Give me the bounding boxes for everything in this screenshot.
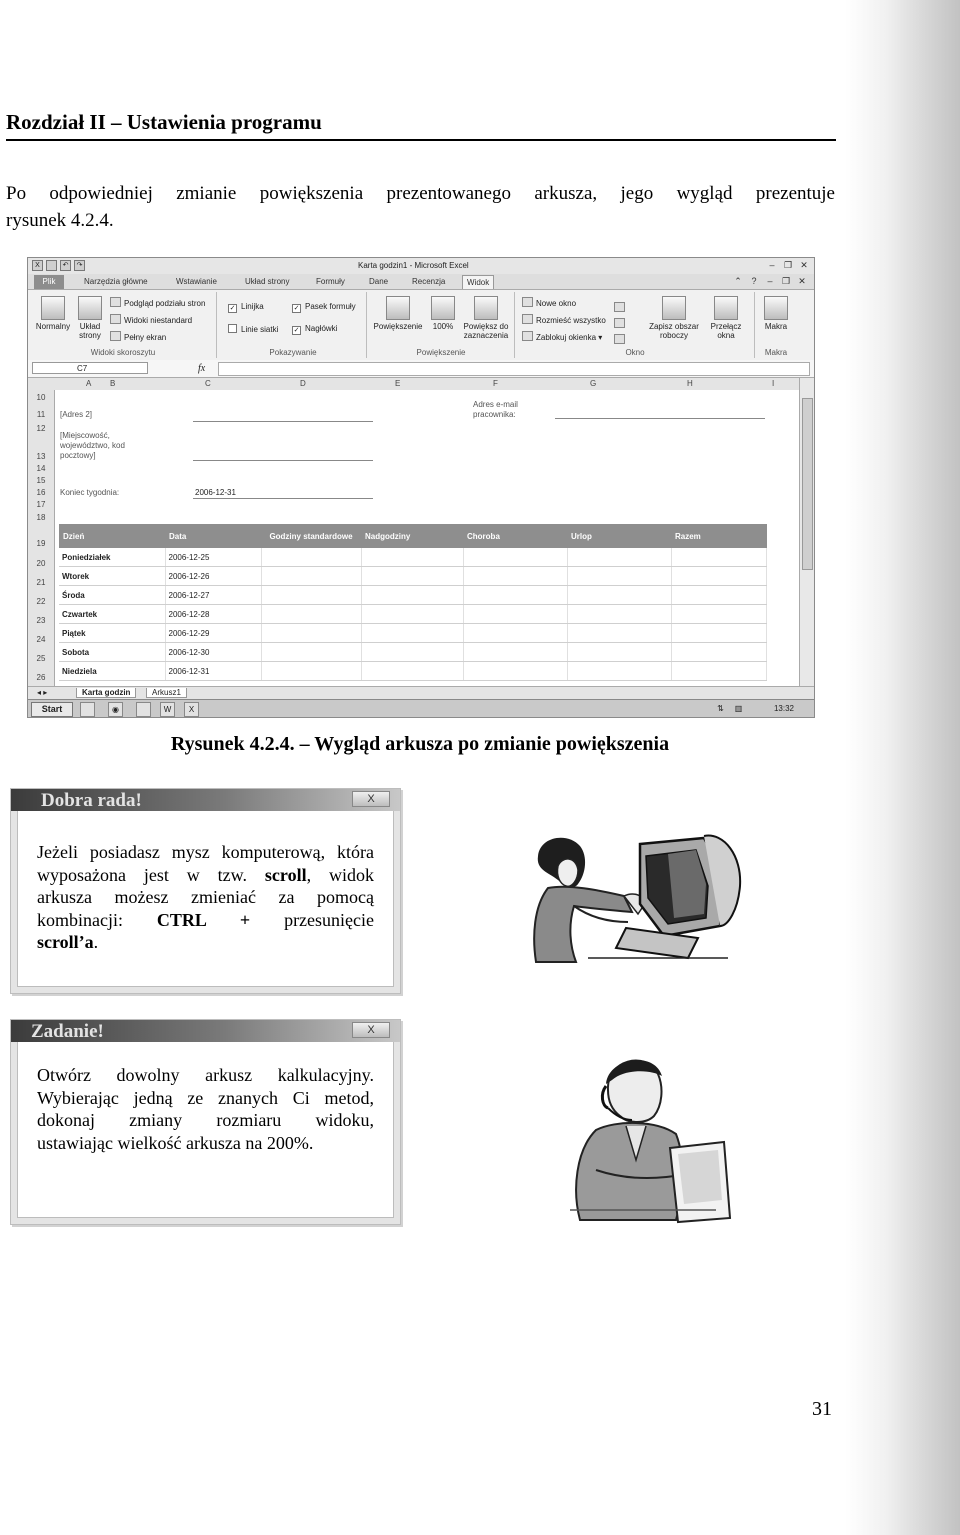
intro-line-2: rysunek 4.2.4. bbox=[6, 210, 114, 231]
column-header[interactable]: F bbox=[493, 379, 498, 388]
split-icon bbox=[614, 302, 625, 312]
zoom-selection-icon bbox=[474, 296, 498, 320]
intro-line-1: Po odpowiedniej zmianie powiększenia prezentowanego arkusza, jego wygląd prezentuje bbox=[6, 183, 835, 204]
minimize-icon[interactable]: – bbox=[769, 260, 775, 270]
table-cell[interactable] bbox=[567, 605, 671, 624]
maximize-icon[interactable]: ❐ bbox=[783, 260, 793, 270]
table-cell[interactable] bbox=[567, 624, 671, 643]
gridlines-checkbox[interactable] bbox=[228, 324, 278, 334]
unhide-button[interactable] bbox=[614, 334, 628, 345]
tip-title-bar bbox=[11, 789, 400, 811]
formula-bar bbox=[28, 360, 814, 378]
switch-windows-icon bbox=[714, 296, 738, 320]
freeze-panes-label: Zablokuj okienka bbox=[536, 333, 597, 342]
email-label: Adres e-mail pracownika: bbox=[473, 400, 518, 419]
excel-logo-icon[interactable]: X bbox=[32, 260, 43, 271]
gridlines-label: Linie siatki bbox=[241, 325, 279, 334]
new-window-icon bbox=[522, 297, 533, 307]
save-icon[interactable] bbox=[46, 260, 57, 271]
tab-review[interactable]: Recenzja bbox=[412, 277, 446, 286]
date-cell[interactable]: 2006-12-29 bbox=[165, 624, 261, 643]
row-header[interactable]: 24 bbox=[36, 635, 46, 644]
day-cell[interactable]: Czwartek bbox=[59, 605, 165, 624]
tip-close-button[interactable]: X bbox=[352, 791, 390, 807]
column-header[interactable]: C bbox=[205, 379, 211, 388]
arrange-all-button[interactable] bbox=[522, 314, 606, 325]
timesheet-table bbox=[59, 524, 767, 681]
table-cell[interactable] bbox=[463, 586, 567, 605]
page-layout-label: Układ strony bbox=[79, 322, 101, 340]
week-end-underline bbox=[193, 498, 373, 499]
column-header[interactable]: I bbox=[772, 379, 775, 388]
tip-text bbox=[37, 841, 374, 954]
table-cell[interactable] bbox=[261, 624, 361, 643]
formula-bar-check-icon: ✓ bbox=[293, 305, 300, 312]
table-cell[interactable] bbox=[671, 586, 767, 605]
new-window-label: Nowe okno bbox=[536, 299, 577, 308]
unhide-icon bbox=[614, 334, 625, 344]
collapse-ribbon-icon[interactable]: ⌃ bbox=[734, 276, 742, 286]
tip-text-part: , widok bbox=[306, 864, 374, 885]
table-cell[interactable] bbox=[361, 624, 463, 643]
windows-taskbar bbox=[28, 699, 814, 718]
tip-line bbox=[37, 931, 374, 954]
row-header[interactable]: 19 bbox=[36, 539, 46, 548]
switch-windows-label: Przełącz okna bbox=[710, 322, 742, 340]
ruler-check-icon: ✓ bbox=[229, 305, 236, 312]
task-box bbox=[10, 1019, 401, 1225]
doc-restore-icon[interactable]: ❐ bbox=[781, 276, 791, 286]
tray-network-icon[interactable]: ▥ bbox=[734, 704, 743, 713]
row-header[interactable]: 10 bbox=[36, 393, 46, 402]
switch-windows-button[interactable] bbox=[704, 296, 748, 340]
tab-insert[interactable]: Wstawianie bbox=[176, 277, 217, 286]
tip-text-part: . bbox=[93, 932, 99, 952]
macros-icon bbox=[764, 296, 788, 320]
page-break-icon bbox=[110, 297, 121, 307]
task-line: ustawiając wielkość arkusza na 200%. bbox=[37, 1132, 314, 1153]
day-cell[interactable]: Niedziela bbox=[59, 662, 165, 681]
arrange-all-label: Rozmieść wszystko bbox=[536, 316, 606, 325]
tip-line bbox=[37, 909, 374, 932]
undo-icon[interactable]: ↶ bbox=[60, 260, 71, 271]
table-cell[interactable] bbox=[361, 586, 463, 605]
headings-checkbox[interactable] bbox=[292, 324, 337, 335]
taskbar-app-icon[interactable] bbox=[136, 702, 151, 717]
city-cell: [Miejscowość, województwo, kod pocztowy] bbox=[60, 431, 125, 460]
group-workbook-views bbox=[30, 292, 217, 358]
tab-file[interactable]: Plik bbox=[34, 275, 64, 289]
day-cell[interactable]: Poniedziałek bbox=[59, 548, 165, 567]
ribbon-tabs bbox=[28, 275, 814, 289]
man-with-headset-clipart bbox=[566, 1050, 732, 1224]
table-cell[interactable] bbox=[567, 662, 671, 681]
tip-title: Dobra rada! bbox=[41, 790, 142, 811]
row-header[interactable]: 16 bbox=[36, 488, 46, 497]
sheet-tabs-bar bbox=[28, 686, 814, 700]
row-header[interactable]: 20 bbox=[36, 559, 46, 568]
row-header[interactable]: 13 bbox=[36, 452, 46, 461]
zoom-to-selection-label: Powiększ do zaznaczenia bbox=[463, 322, 509, 340]
tip-text-part: wyposażona jest w tzw. bbox=[37, 864, 265, 885]
help-icon[interactable]: ? bbox=[751, 276, 757, 286]
table-row bbox=[59, 643, 767, 662]
row-header[interactable]: 22 bbox=[36, 597, 46, 606]
table-cell[interactable] bbox=[463, 548, 567, 567]
zoom-magnifier-icon bbox=[386, 296, 410, 320]
intro-paragraph bbox=[6, 180, 835, 234]
zoom-to-selection-button[interactable] bbox=[460, 296, 512, 340]
figure-caption-text: – Wygląd arkusza po zmianie powiększenia bbox=[295, 733, 669, 755]
page-break-preview-button[interactable] bbox=[110, 297, 205, 308]
save-workspace-icon bbox=[662, 296, 686, 320]
normal-view-button[interactable] bbox=[34, 296, 72, 331]
split-button[interactable] bbox=[614, 302, 628, 313]
row-header[interactable]: 26 bbox=[36, 673, 46, 682]
address-2-underline bbox=[193, 421, 373, 422]
header-total: Razem bbox=[671, 524, 767, 548]
zoom-100-icon bbox=[431, 296, 455, 320]
tip-line bbox=[37, 864, 374, 887]
table-cell[interactable] bbox=[567, 643, 671, 662]
table-row bbox=[59, 548, 767, 567]
table-cell[interactable] bbox=[261, 548, 361, 567]
header-sick: Choroba bbox=[463, 524, 567, 548]
figure-number: Rysunek 4.2.4. bbox=[170, 733, 295, 755]
chapter-heading: Rozdział II – Ustawienia programu bbox=[6, 110, 836, 141]
row-header[interactable]: 18 bbox=[36, 513, 46, 522]
custom-views-icon bbox=[110, 314, 121, 324]
group-label-zoom: Powiększenie bbox=[416, 348, 466, 357]
tip-line: Jeżeli posiadasz mysz komputerową, która bbox=[37, 842, 374, 862]
tab-page-layout[interactable]: Układ strony bbox=[245, 277, 290, 286]
table-cell[interactable] bbox=[463, 567, 567, 586]
tray-arrows-icon[interactable]: ⇅ bbox=[717, 704, 724, 713]
formula-input[interactable] bbox=[218, 362, 810, 376]
table-cell[interactable] bbox=[261, 662, 361, 681]
city-underline bbox=[193, 460, 373, 461]
table-cell[interactable] bbox=[361, 567, 463, 586]
group-label-window: Okno bbox=[625, 348, 645, 357]
table-row bbox=[59, 567, 767, 586]
week-end-label: Koniec tygodnia: bbox=[60, 488, 120, 497]
table-cell[interactable] bbox=[671, 662, 767, 681]
table-cell[interactable] bbox=[671, 567, 767, 586]
new-window-button[interactable] bbox=[522, 297, 576, 308]
date-cell[interactable]: 2006-12-25 bbox=[165, 548, 261, 567]
row-header[interactable]: 14 bbox=[36, 464, 46, 473]
full-screen-button[interactable] bbox=[110, 331, 166, 342]
row-header[interactable]: 12 bbox=[36, 424, 46, 433]
start-button[interactable]: Start bbox=[31, 702, 73, 717]
row-header[interactable]: 25 bbox=[36, 654, 46, 663]
week-end-value: 2006-12-31 bbox=[195, 488, 236, 497]
table-cell[interactable] bbox=[361, 605, 463, 624]
custom-views-label: Widoki niestandard bbox=[124, 316, 193, 325]
zoom-button[interactable] bbox=[370, 296, 426, 331]
tab-home[interactable]: Narzędzia główne bbox=[84, 277, 148, 286]
tab-formulas[interactable]: Formuły bbox=[316, 277, 345, 286]
page-edge-shadow bbox=[845, 0, 960, 1535]
table-cell[interactable] bbox=[567, 548, 671, 567]
table-row bbox=[59, 605, 767, 624]
column-header[interactable]: A bbox=[86, 379, 92, 388]
window-title: Karta godzin1 - Microsoft Excel bbox=[358, 261, 469, 270]
save-workspace-button[interactable] bbox=[646, 296, 702, 340]
tip-line: arkusza możesz zmieniać za pomocą bbox=[37, 887, 374, 907]
formula-bar-checkbox[interactable] bbox=[292, 302, 356, 313]
taskbar-word-icon[interactable]: W bbox=[160, 702, 175, 717]
day-cell[interactable]: Piątek bbox=[59, 624, 165, 643]
taskbar-clock: 13:32 bbox=[773, 704, 794, 713]
task-line: Otwórz dowolny arkusz kalkulacyjny. bbox=[37, 1065, 374, 1085]
freeze-panes-button[interactable]: Zablokuj okienka ▾ bbox=[522, 331, 602, 342]
normal-view-label: Normalny bbox=[35, 322, 71, 331]
zoom-100-label: 100% bbox=[432, 322, 454, 331]
ribbon bbox=[28, 289, 814, 361]
tab-view[interactable]: Widok bbox=[462, 275, 494, 290]
page-number: 31 bbox=[812, 1398, 832, 1420]
tip-text-part: przesunięcie bbox=[284, 909, 375, 930]
ruler-checkbox[interactable] bbox=[228, 302, 264, 313]
table-cell[interactable] bbox=[671, 624, 767, 643]
day-cell[interactable]: Sobota bbox=[59, 643, 165, 662]
task-close-button[interactable]: X bbox=[352, 1022, 390, 1038]
woman-at-computer-clipart bbox=[528, 826, 750, 966]
zoom-100-button[interactable] bbox=[428, 296, 458, 331]
window-controls bbox=[766, 260, 810, 271]
table-cell[interactable] bbox=[261, 586, 361, 605]
scrollbar-thumb[interactable] bbox=[802, 398, 813, 570]
headings-label: Nagłówki bbox=[305, 324, 338, 333]
day-cell[interactable]: Wtorek bbox=[59, 567, 165, 586]
page-layout-view-button[interactable] bbox=[74, 296, 106, 340]
page-layout-icon bbox=[78, 296, 102, 320]
row-header[interactable]: 21 bbox=[36, 578, 46, 587]
table-row bbox=[59, 586, 767, 605]
table-cell[interactable] bbox=[567, 586, 671, 605]
sheet-nav-icon[interactable]: ◂ ▸ bbox=[37, 688, 48, 697]
header-overtime: Nadgodziny bbox=[361, 524, 463, 548]
close-icon[interactable]: ✕ bbox=[800, 260, 808, 270]
ruler-label: Linijka bbox=[241, 302, 264, 311]
column-header[interactable]: H bbox=[687, 379, 693, 388]
table-cell[interactable] bbox=[463, 605, 567, 624]
figure-caption bbox=[0, 733, 840, 756]
header-standard-hours: Godziny standardowe bbox=[261, 524, 361, 548]
row-header[interactable]: 15 bbox=[36, 476, 46, 485]
full-screen-label: Pełny ekran bbox=[124, 333, 167, 342]
tip-scroll-term-2: scroll’a bbox=[37, 932, 94, 952]
day-cell[interactable]: Środa bbox=[59, 586, 165, 605]
table-cell[interactable] bbox=[463, 662, 567, 681]
task-line: dokonaj zmiany rozmiaru widoku, bbox=[37, 1110, 374, 1130]
table-cell[interactable] bbox=[361, 548, 463, 567]
date-cell[interactable]: 2006-12-26 bbox=[165, 567, 261, 586]
taskbar-media-icon[interactable]: ◉ bbox=[108, 702, 123, 717]
column-header[interactable]: E bbox=[395, 379, 401, 388]
header-date: Data bbox=[165, 524, 261, 548]
quick-access-toolbar bbox=[32, 260, 85, 271]
hide-button[interactable] bbox=[614, 318, 628, 329]
table-cell[interactable] bbox=[567, 567, 671, 586]
sheet-tab-arkusz1[interactable]: Arkusz1 bbox=[146, 688, 187, 698]
column-header[interactable]: G bbox=[590, 379, 597, 388]
table-cell[interactable] bbox=[671, 605, 767, 624]
row-headers bbox=[28, 390, 55, 686]
zoom-label: Powiększenie bbox=[373, 322, 423, 331]
tab-data[interactable]: Dane bbox=[369, 277, 389, 286]
excel-title-bar bbox=[28, 258, 814, 274]
name-box[interactable]: C7 bbox=[32, 362, 148, 374]
task-line: Wybierając jedną ze znanych Ci metod, bbox=[37, 1087, 374, 1108]
macros-label: Makra bbox=[764, 322, 788, 331]
task-text bbox=[37, 1064, 374, 1154]
table-cell[interactable] bbox=[261, 643, 361, 662]
header-vacation: Urlop bbox=[567, 524, 671, 548]
macros-button[interactable] bbox=[758, 296, 794, 331]
row-header[interactable]: 17 bbox=[36, 500, 46, 509]
excel-screenshot bbox=[27, 257, 815, 718]
doc-minimize-icon[interactable]: – bbox=[767, 276, 773, 286]
hide-icon bbox=[614, 318, 625, 328]
group-window bbox=[516, 292, 755, 358]
redo-icon[interactable]: ↷ bbox=[74, 260, 85, 271]
group-label-views: Widoki skoroszytu bbox=[90, 348, 156, 357]
tip-box bbox=[10, 788, 401, 994]
column-header[interactable]: B bbox=[110, 379, 116, 388]
table-cell[interactable] bbox=[463, 624, 567, 643]
full-screen-icon bbox=[110, 331, 121, 341]
row-header[interactable]: 11 bbox=[36, 410, 46, 419]
arrange-all-icon bbox=[522, 314, 533, 324]
group-macros bbox=[756, 292, 796, 358]
task-title-bar bbox=[11, 1020, 400, 1042]
row-header[interactable]: 23 bbox=[36, 616, 46, 625]
email-underline bbox=[555, 418, 765, 419]
date-cell[interactable]: 2006-12-27 bbox=[165, 586, 261, 605]
group-label-show: Pokazywanie bbox=[269, 348, 317, 357]
date-cell[interactable]: 2006-12-31 bbox=[165, 662, 261, 681]
tip-text-part: kombinacji: bbox=[37, 909, 157, 930]
doc-close-icon[interactable]: ✕ bbox=[798, 276, 806, 286]
save-workspace-label: Zapisz obszar roboczy bbox=[649, 322, 699, 340]
date-cell[interactable]: 2006-12-30 bbox=[165, 643, 261, 662]
table-cell[interactable] bbox=[261, 567, 361, 586]
ribbon-controls bbox=[732, 276, 808, 287]
tip-ctrl-term: CTRL + bbox=[156, 909, 285, 930]
page-break-label: Podgląd podziału stron bbox=[124, 299, 206, 308]
table-row bbox=[59, 624, 767, 643]
custom-views-button[interactable] bbox=[110, 314, 192, 325]
table-cell[interactable] bbox=[361, 643, 463, 662]
table-header-row bbox=[59, 524, 767, 548]
freeze-panes-icon bbox=[522, 331, 533, 341]
fx-icon[interactable]: fx bbox=[198, 363, 206, 374]
task-title: Zadanie! bbox=[31, 1021, 104, 1042]
group-zoom bbox=[368, 292, 515, 358]
table-cell[interactable] bbox=[361, 662, 463, 681]
table-cell[interactable] bbox=[463, 643, 567, 662]
group-show bbox=[220, 292, 367, 358]
date-cell[interactable]: 2006-12-28 bbox=[165, 605, 261, 624]
sheet-tab-timesheet[interactable]: Karta godzin bbox=[76, 688, 136, 698]
group-label-macros: Makra bbox=[764, 348, 788, 357]
normal-view-icon bbox=[41, 296, 65, 320]
taskbar-explorer-icon[interactable] bbox=[80, 702, 95, 717]
address-2-cell: [Adres 2] bbox=[60, 410, 93, 419]
tip-scroll-term: scroll bbox=[264, 864, 307, 885]
table-cell[interactable] bbox=[671, 548, 767, 567]
table-cell[interactable] bbox=[261, 605, 361, 624]
table-row bbox=[59, 662, 767, 681]
vertical-scrollbar[interactable] bbox=[799, 378, 814, 686]
gridlines-check-icon bbox=[228, 324, 237, 333]
headings-check-icon: ✓ bbox=[293, 327, 300, 334]
table-cell[interactable] bbox=[671, 643, 767, 662]
taskbar-excel-icon[interactable]: X bbox=[184, 702, 199, 717]
formula-bar-label: Pasek formuły bbox=[305, 302, 356, 311]
header-day: Dzień bbox=[59, 524, 165, 548]
column-header[interactable]: D bbox=[300, 379, 306, 388]
